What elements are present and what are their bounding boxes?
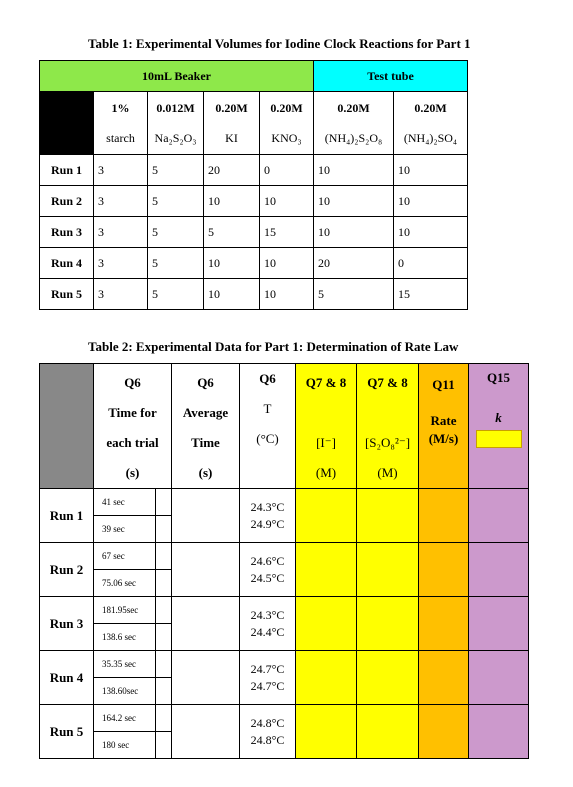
blank-cell [156, 489, 172, 516]
cell: 3 [94, 248, 148, 279]
row-label: Run 4 [40, 651, 94, 705]
iodide-cell [296, 543, 357, 597]
table-row [40, 217, 468, 248]
trial-time-2: 138.6 sec [94, 624, 156, 651]
table-row [40, 279, 468, 310]
persulfate-cell [357, 543, 419, 597]
iodide-cell [296, 705, 357, 759]
cell: 10 [314, 186, 394, 217]
rate-cell [419, 651, 469, 705]
col-header-sulfate: 0.20M (NH₄)₂SO₄ [394, 92, 468, 155]
cell: 15 [260, 217, 314, 248]
group-header-test-tube: Test tube [314, 61, 468, 92]
row-label: Run 2 [40, 543, 94, 597]
table-row [40, 248, 468, 279]
persulfate-cell [357, 651, 419, 705]
rate-cell [419, 597, 469, 651]
cell: 20 [204, 155, 260, 186]
trial-time-1: 164.2 sec [94, 705, 156, 732]
temperature-cell: 24.3°C 24.4°C [240, 597, 296, 651]
cell: 10 [314, 155, 394, 186]
table1-volumes [39, 60, 468, 310]
cell: 10 [204, 248, 260, 279]
corner-cell [40, 92, 94, 155]
cell: 10 [314, 217, 394, 248]
persulfate-cell [357, 705, 419, 759]
trial-time-1: 35.35 sec [94, 651, 156, 678]
temperature-cell: 24.6°C 24.5°C [240, 543, 296, 597]
cell: 0 [260, 155, 314, 186]
cell: 3 [94, 186, 148, 217]
blank-cell [156, 570, 172, 597]
table-row [40, 543, 529, 570]
row-label: Run 3 [40, 217, 94, 248]
cell: 5 [148, 279, 204, 310]
header-persulfate-conc: Q7 & 8 [S₂O₈²⁻] (M) [357, 364, 419, 489]
table2-rate-data [39, 363, 529, 759]
col-header-starch: 1% starch [94, 92, 148, 155]
rate-cell [419, 705, 469, 759]
cell: 5 [148, 217, 204, 248]
header-time-each-trial: Q6 Time for each trial (s) [94, 364, 172, 489]
cell: 3 [94, 217, 148, 248]
trial-time-1: 67 sec [94, 543, 156, 570]
k-cell [469, 489, 529, 543]
cell: 0 [394, 248, 468, 279]
cell: 10 [260, 279, 314, 310]
row-label: Run 4 [40, 248, 94, 279]
persulfate-cell [357, 597, 419, 651]
cell: 20 [314, 248, 394, 279]
blank-cell [156, 678, 172, 705]
cell: 15 [394, 279, 468, 310]
k-input-box[interactable] [476, 430, 522, 448]
average-time-cell [172, 597, 240, 651]
k-cell [469, 543, 529, 597]
cell: 3 [94, 155, 148, 186]
col-header-ki: 0.20M KI [204, 92, 260, 155]
trial-time-2: 75.06 sec [94, 570, 156, 597]
trial-time-2: 138.60sec [94, 678, 156, 705]
blank-cell [156, 651, 172, 678]
cell: 10 [260, 186, 314, 217]
blank-cell [156, 624, 172, 651]
row-label: Run 2 [40, 186, 94, 217]
cell: 10 [394, 155, 468, 186]
k-cell [469, 597, 529, 651]
blank-cell [156, 705, 172, 732]
row-label: Run 5 [40, 705, 94, 759]
row-label: Run 3 [40, 597, 94, 651]
cell: 10 [204, 279, 260, 310]
table-row [40, 489, 529, 516]
cell: 10 [260, 248, 314, 279]
col-header-kno3: 0.20M KNO₃ [260, 92, 314, 155]
average-time-cell [172, 651, 240, 705]
cell: 10 [394, 217, 468, 248]
cell: 5 [148, 248, 204, 279]
cell: 5 [148, 186, 204, 217]
table1-caption: Table 1: Experimental Volumes for Iodine Clock Reactions for Part 1 [88, 36, 471, 51]
header-average-time: Q6 Average Time (s) [172, 364, 240, 489]
table-row [40, 597, 529, 624]
iodide-cell [296, 489, 357, 543]
table-row [40, 155, 468, 186]
rate-cell [419, 489, 469, 543]
table-row [40, 651, 529, 678]
average-time-cell [172, 543, 240, 597]
table-row [40, 705, 529, 732]
col-header-thiosulfate: 0.012M Na₂S₂O₃ [148, 92, 204, 155]
col-header-persulfate: 0.20M (NH₄)₂S₂O₈ [314, 92, 394, 155]
corner-cell [40, 364, 94, 489]
group-header-beaker: 10mL Beaker [40, 61, 314, 92]
blank-cell [156, 543, 172, 570]
cell: 10 [394, 186, 468, 217]
temperature-cell: 24.3°C 24.9°C [240, 489, 296, 543]
average-time-cell [172, 489, 240, 543]
row-label: Run 1 [40, 489, 94, 543]
rate-cell [419, 543, 469, 597]
k-cell [469, 705, 529, 759]
cell: 5 [204, 217, 260, 248]
blank-cell [156, 597, 172, 624]
cell: 10 [204, 186, 260, 217]
trial-time-2: 180 sec [94, 732, 156, 759]
table-row [40, 186, 468, 217]
header-rate: Q11 Rate (M/s) [419, 364, 469, 489]
temperature-cell: 24.7°C 24.7°C [240, 651, 296, 705]
cell: 5 [148, 155, 204, 186]
blank-cell [156, 732, 172, 759]
iodide-cell [296, 597, 357, 651]
header-rate-constant: Q15 k [469, 364, 529, 489]
iodide-cell [296, 651, 357, 705]
cell: 3 [94, 279, 148, 310]
blank-cell [156, 516, 172, 543]
persulfate-cell [357, 489, 419, 543]
trial-time-1: 41 sec [94, 489, 156, 516]
trial-time-1: 181.95sec [94, 597, 156, 624]
table2-caption: Table 2: Experimental Data for Part 1: Determination of Rate Law [88, 339, 459, 354]
row-label: Run 1 [40, 155, 94, 186]
temperature-cell: 24.8°C 24.8°C [240, 705, 296, 759]
k-cell [469, 651, 529, 705]
cell: 5 [314, 279, 394, 310]
header-temperature: Q6 T (°C) [240, 364, 296, 489]
average-time-cell [172, 705, 240, 759]
header-iodide-conc: Q7 & 8 [I⁻] (M) [296, 364, 357, 489]
row-label: Run 5 [40, 279, 94, 310]
trial-time-2: 39 sec [94, 516, 156, 543]
